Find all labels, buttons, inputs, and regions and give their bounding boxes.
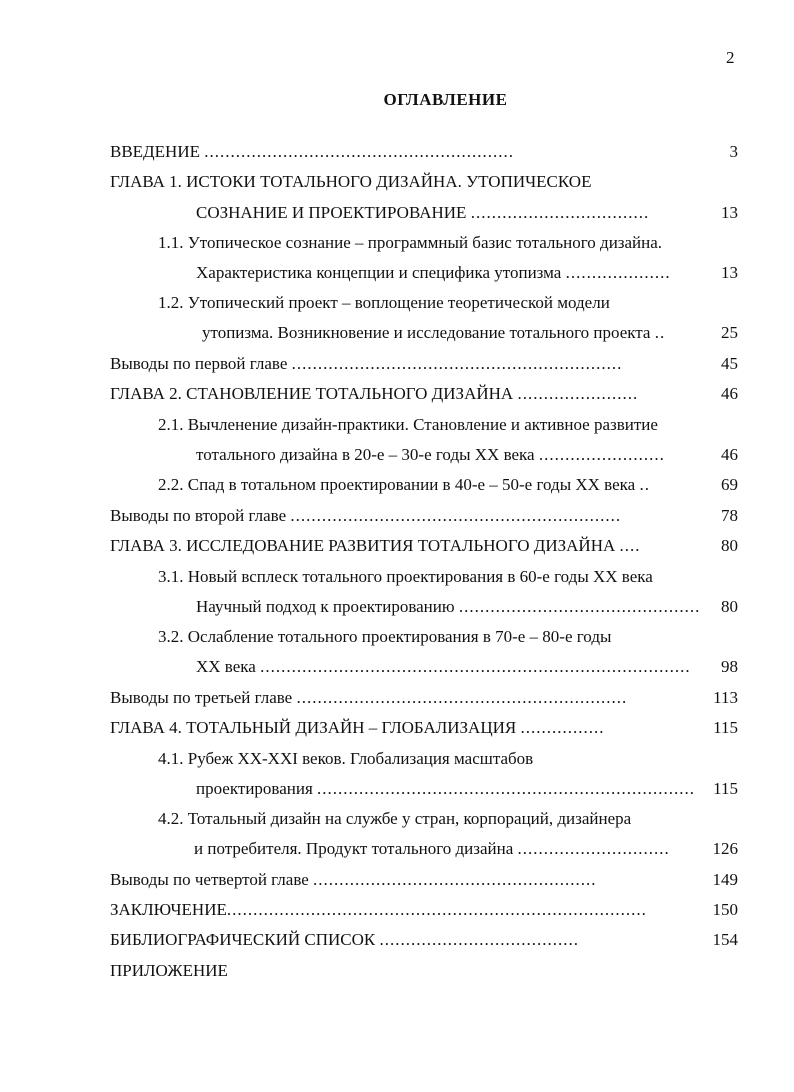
entry-text: тотального дизайна в 20-е – 30-е годы XX века (196, 445, 539, 464)
toc-entry-2-2[interactable] (158, 474, 708, 496)
leader-dots: .............................................. (458, 597, 701, 616)
leader-dots: ................................................................................ (226, 900, 647, 919)
leader-dots: ...................................................... (313, 870, 597, 889)
toc-entry-conclusions-2[interactable] (110, 505, 710, 527)
toc-entry-3-2[interactable]: 3.2. Ослабление тотального проектирования в 70-е – 80-е годы (158, 627, 612, 646)
toc-entry-appendix[interactable]: ПРИЛОЖЕНИЕ (110, 961, 228, 980)
entry-text: Выводы по первой главе (110, 354, 292, 373)
entry-text: XX века (196, 657, 261, 676)
entry-page: 150 (712, 900, 738, 919)
leader-dots: .... (619, 536, 641, 555)
leader-dots: .. (654, 323, 666, 342)
toc-entry-chapter-2[interactable] (110, 383, 710, 405)
leader-dots: .................................. (470, 203, 650, 222)
leader-dots: ............................................................... (291, 354, 623, 373)
page-title: ОГЛАВЛЕНИЕ (383, 90, 508, 109)
toc-entry-1-1[interactable]: 1.1. Утопическое сознание – программный базис тотального дизайна. (158, 233, 663, 252)
entry-text: ГЛАВА 3. ИССЛЕДОВАНИЕ РАЗВИТИЯ ТОТАЛЬНОГО ДИЗАЙНА (110, 536, 620, 555)
entry-text: Выводы по третьей главе (110, 688, 297, 707)
entry-text: БИБЛИОГРАФИЧЕСКИЙ СПИСОК (110, 930, 380, 949)
toc-entry-chapter-1[interactable]: ГЛАВА 1. ИСТОКИ ТОТАЛЬНОГО ДИЗАЙНА. УТОПИЧЕСКОЕ (110, 172, 592, 191)
toc-entry-conclusion[interactable] (110, 899, 700, 921)
page-number: 2 (726, 48, 735, 67)
entry-page: 80 (721, 597, 738, 616)
entry-page: 115 (713, 779, 738, 798)
entry-text: 2.2. Спад в тотальном проектировании в 40-е – 50-е годы XX века (158, 475, 640, 494)
entry-page: 149 (712, 870, 738, 889)
toc-entry-4-1[interactable]: 4.1. Рубеж XX-XXI веков. Глобализация масштабов (158, 749, 534, 768)
entry-page: 13 (721, 263, 738, 282)
leader-dots: ........................................................... (204, 142, 514, 161)
leader-dots: .................................................................................. (260, 657, 691, 676)
entry-page: 126 (712, 839, 738, 858)
entry-text: ВВЕДЕНИЕ (110, 142, 205, 161)
leader-dots: ....................... (517, 384, 639, 403)
entry-page: 46 (721, 384, 738, 403)
toc-entry-2-1[interactable]: 2.1. Вычленение дизайн-практики. Становление и активное развитие (158, 415, 658, 434)
toc-entry-chapter-4[interactable] (110, 717, 700, 739)
entry-page: 69 (721, 475, 738, 494)
toc-entry-1-1-cont[interactable] (196, 262, 706, 284)
toc-entry-3-1[interactable]: 3.1. Новый всплеск тотального проектирования в 60-е годы XX века (158, 567, 653, 586)
entry-page: 98 (721, 657, 738, 676)
entry-page: 115 (713, 718, 738, 737)
entry-page: 113 (713, 688, 738, 707)
leader-dots: ............................................................... (290, 506, 622, 525)
leader-dots: ........................ (538, 445, 665, 464)
entry-page: 25 (721, 323, 738, 342)
entry-text: Научный подход к проектированию (196, 597, 459, 616)
toc-entry-chapter-1-cont[interactable] (196, 202, 706, 224)
entry-text: Характеристика концепции и специфика утопизма (196, 263, 566, 282)
toc-entry-2-1-cont[interactable] (196, 444, 706, 466)
entry-page: 80 (721, 536, 738, 555)
leader-dots: ............................. (517, 839, 670, 858)
leader-dots: ........................................................................ (317, 779, 696, 798)
entry-text: проектирования (196, 779, 318, 798)
toc-entry-1-2[interactable]: 1.2. Утопический проект – воплощение теоретической модели (158, 293, 610, 312)
entry-page: 46 (721, 445, 738, 464)
leader-dots: ................ (520, 718, 605, 737)
entry-page: 154 (712, 930, 738, 949)
entry-page: 78 (721, 506, 738, 525)
entry-page: 45 (721, 354, 738, 373)
entry-page: 3 (729, 142, 738, 161)
toc-entry-introduction[interactable] (110, 141, 710, 163)
toc-entry-4-2-cont[interactable] (194, 838, 694, 860)
toc-entry-chapter-3[interactable] (110, 535, 710, 557)
toc-entry-conclusions-4[interactable] (110, 869, 700, 891)
entry-text: СОЗНАНИЕ И ПРОЕКТИРОВАНИЕ (196, 203, 471, 222)
entry-text: ГЛАВА 4. ТОТАЛЬНЫЙ ДИЗАЙН – ГЛОБАЛИЗАЦИЯ (110, 718, 521, 737)
toc-entry-4-1-cont[interactable] (196, 778, 696, 800)
toc-entry-bibliography[interactable] (110, 929, 700, 951)
entry-page: 13 (721, 203, 738, 222)
leader-dots: .. (639, 475, 650, 494)
leader-dots: ...................................... (379, 930, 579, 949)
entry-text: ГЛАВА 2. СТАНОВЛЕНИЕ ТОТАЛЬНОГО ДИЗАЙНА (110, 384, 518, 403)
entry-text: и потребителя. Продукт тотального дизайна (194, 839, 518, 858)
toc-entry-3-2-cont[interactable] (196, 656, 706, 678)
entry-text: Выводы по второй главе (110, 506, 291, 525)
toc-entry-4-2[interactable]: 4.2. Тотальный дизайн на службе у стран, корпораций, дизайнера (158, 809, 632, 828)
leader-dots: .................... (565, 263, 671, 282)
toc-entry-3-1-cont[interactable] (196, 596, 706, 618)
entry-text: ЗАКЛЮЧЕНИЕ (110, 900, 227, 919)
toc-entry-conclusions-1[interactable] (110, 353, 710, 375)
entry-text: утопизма. Возникновение и исследование тотального проекта (202, 323, 655, 342)
leader-dots: ............................................................... (296, 688, 628, 707)
toc-entry-conclusions-3[interactable] (110, 687, 700, 709)
toc-entry-1-2-cont[interactable] (202, 322, 712, 344)
entry-text: Выводы по четвертой главе (110, 870, 314, 889)
